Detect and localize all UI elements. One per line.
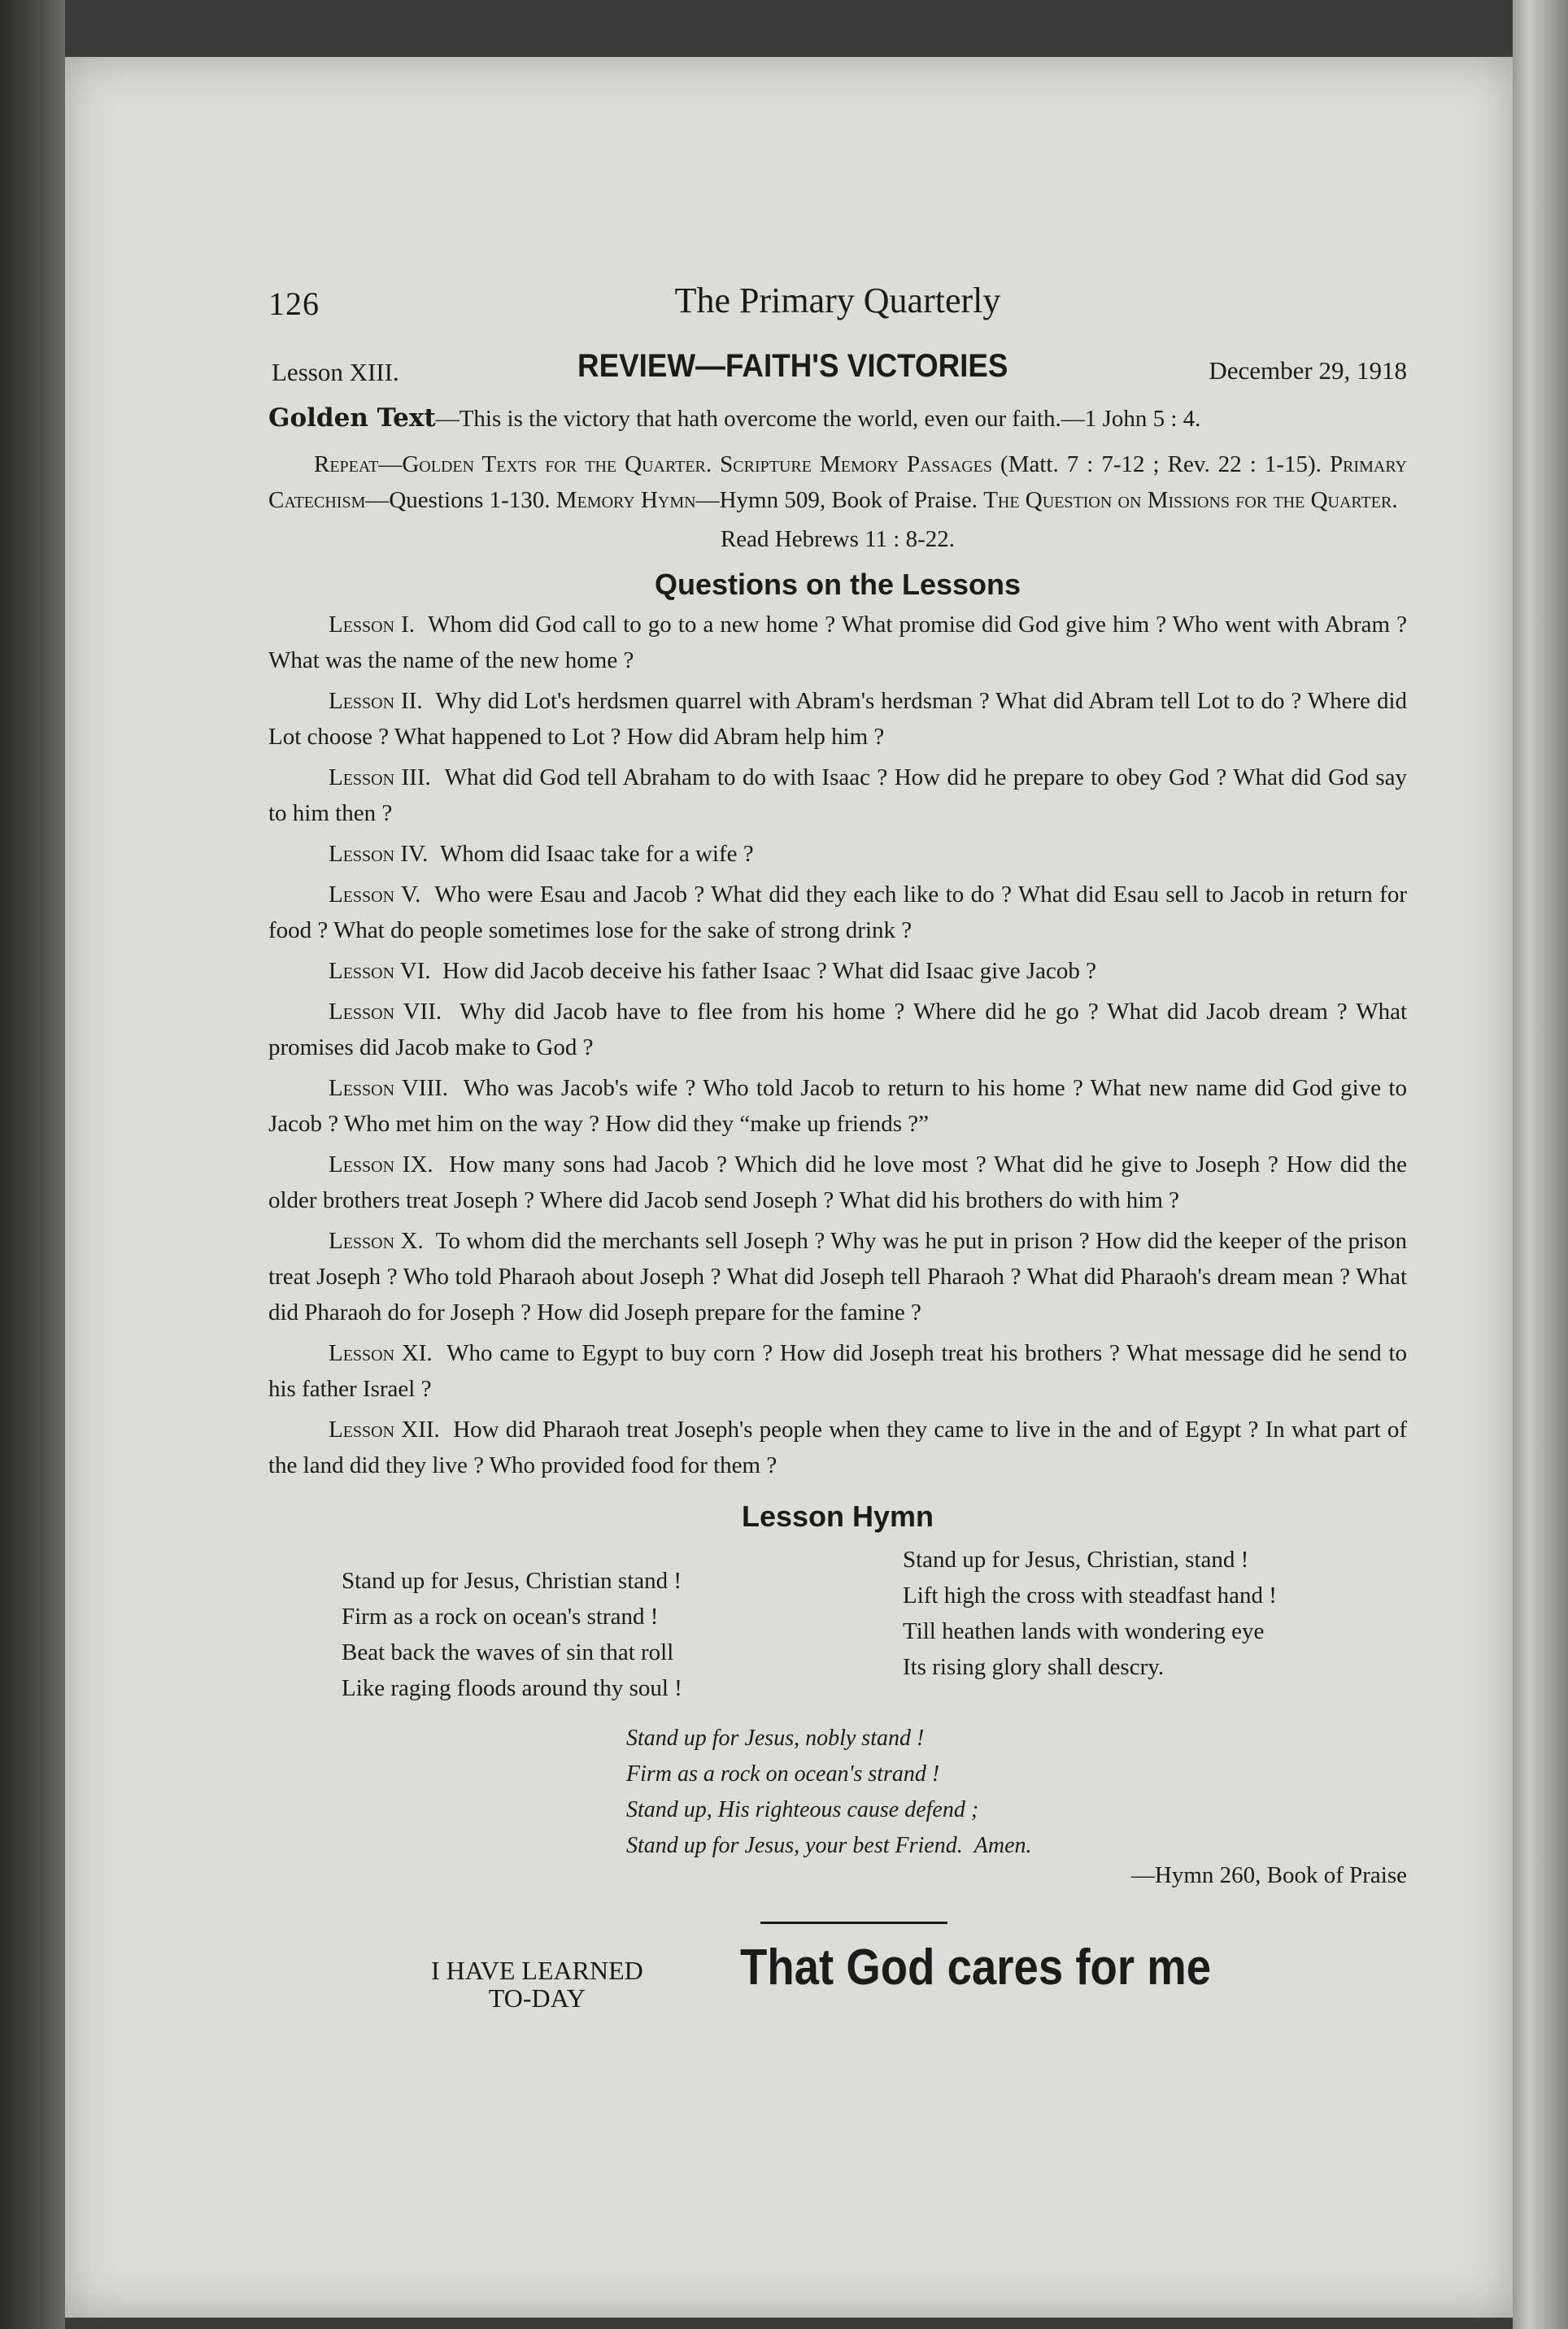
golden-text-body: —This is the victory that hath overcome the world, even our faith.—1 John 5 : 4. (435, 406, 1201, 432)
question-lesson-label: Lesson XII. (329, 1417, 440, 1443)
hymn-verse-2 (903, 1542, 1277, 1685)
learned-today (268, 1934, 1407, 2023)
learned-statement: That God cares for me (740, 1939, 1212, 1996)
question-lesson-label: Lesson X. (329, 1228, 424, 1254)
question-text: How did Pharaoh treat Joseph's people when they came to live in the and of Egypt ? In what part of the land did they live ? Who provided food for them ? (268, 1417, 1407, 1478)
hymn-line: Firm as a rock on ocean's strand ! (342, 1604, 659, 1630)
hymn-line: Stand up for Jesus, Christian stand ! (342, 1568, 682, 1594)
divider-rule (760, 1922, 947, 1924)
repeat-item: Golden Texts for the Quarter. (402, 451, 712, 477)
hymn-attribution: —Hymn 260, Book of Praise (1130, 1862, 1407, 1888)
hymn-amen: Amen. (973, 1833, 1032, 1858)
repeat-item-label: Memory Hymn (555, 487, 696, 513)
question-paragraph (268, 1147, 1407, 1218)
page-edge (1513, 0, 1568, 2329)
question-lesson-label: Lesson IX. (329, 1151, 433, 1178)
hymn-verses (268, 1542, 1407, 1701)
question-text: Why did Lot's herdsmen quarrel with Abram's herdsman ? What did Abram tell Lot to do ? Where did Lot choose ? What happened to Lot ? How did Abram help him ? (268, 688, 1407, 750)
page-content (268, 276, 1407, 2023)
repeat-item: The Question on Missions for the Quarter. (983, 487, 1398, 513)
question-text: Whom did God call to go to a new home ? What promise did God give him ? Who went with Abram ? What was the name of the new home ? (268, 612, 1407, 673)
hymn-heading: Lesson Hymn (741, 1500, 934, 1533)
question-lesson-label: Lesson VIII. (329, 1075, 449, 1101)
hymn-verse-1 (342, 1563, 682, 1706)
question-lesson-label: Lesson III. (329, 764, 431, 790)
question-lesson-label: Lesson II. (329, 688, 423, 714)
lesson-title: REVIEW—FAITH'S VICTORIES (577, 348, 1008, 384)
questions-heading: Questions on the Lessons (654, 568, 1021, 601)
chorus-line: Firm as a rock on ocean's strand ! (626, 1761, 940, 1787)
questions-list (268, 607, 1407, 1483)
question-lesson-label: Lesson IV. (329, 841, 429, 867)
hymn-line: Like raging floods around thy soul ! (342, 1675, 682, 1701)
running-title: The Primary Quarterly (674, 281, 1001, 320)
page-number: 126 (268, 285, 320, 322)
question-paragraph (268, 953, 1407, 989)
hymn-line: Lift high the cross with steadfast hand ! (903, 1582, 1277, 1609)
repeat-item-label: Scripture Memory Passages (720, 451, 992, 477)
question-text: To whom did the merchants sell Joseph ? Why was he put in prison ? How did the keeper of the prison treat Joseph ? Who told Pharaoh about Joseph ? What did Joseph tell Pharaoh ? What did Pharaoh's dream mean ? What did Pharaoh do for Joseph ? How did Joseph prepare for the famine ? (268, 1228, 1408, 1326)
question-text: Who were Esau and Jacob ? What did they each like to do ? What did Esau sell to Jacob in return for food ? What do people sometimes lose for the sake of strong drink ? (268, 882, 1407, 943)
learned-label (431, 1957, 643, 2012)
question-text: What did God tell Abraham to do with Isaac ? How did he prepare to obey God ? What did God say to him then ? (268, 764, 1408, 826)
hymn-chorus (626, 1721, 1407, 1864)
lesson-date: December 29, 1918 (1209, 356, 1407, 385)
book-spine (0, 0, 65, 2329)
question-lesson-label: Lesson V. (329, 882, 421, 908)
chorus-line: Stand up, His righteous cause defend ; (626, 1797, 979, 1822)
question-lesson-label: Lesson I. (329, 612, 416, 638)
repeat-item-text: —Questions 1-130. (365, 487, 551, 513)
question-paragraph (268, 877, 1407, 948)
question-paragraph (268, 760, 1407, 831)
lesson-number: Lesson XIII. (272, 358, 399, 386)
question-text: Who was Jacob's wife ? Who told Jacob to return to his home ? What new name did God give to Jacob ? Who met him on the way ? How did they “make up friends ?” (268, 1075, 1407, 1137)
question-text: Who came to Egypt to buy corn ? How did Joseph treat his brothers ? What message did he send to his father Israel ? (268, 1340, 1408, 1402)
repeat-paragraph: Repeat—Golden Texts for the Quarter. Scripture Memory Passages (Matt. 7 : 7-12 ; Rev. 22 : 1-15). Primary Catechism—Questions 1-130. Memory Hymn—Hymn 509, Book of Praise. The Question on Missions for the Quarter. (268, 451, 1408, 513)
hymn-line: Till heathen lands with wondering eye (903, 1618, 1265, 1644)
repeat-item-text: (Matt. 7 : 7-12 ; Rev. 22 : 1-15). (1000, 451, 1322, 477)
repeat-item-label: Primary Catechism (268, 451, 1408, 513)
question-paragraph (268, 1335, 1407, 1407)
learned-label-line1: I HAVE LEARNED (431, 1956, 643, 1985)
question-paragraph (268, 607, 1407, 678)
running-head (268, 276, 1407, 333)
hymn-line: Its rising glory shall descry. (903, 1654, 1165, 1680)
question-text: How did Jacob deceive his father Isaac ? What did Isaac give Jacob ? (442, 958, 1097, 984)
chorus-line (626, 1828, 1407, 1864)
repeat-label: Repeat (314, 451, 379, 477)
golden-text-label: Golden Text (268, 403, 436, 433)
scripture-reading: Read Hebrews 11 : 8-22. (720, 526, 956, 552)
question-paragraph (268, 836, 1407, 872)
hymn-line: Stand up for Jesus, Christian, stand ! (903, 1547, 1249, 1573)
question-lesson-label: Lesson XI. (329, 1340, 433, 1366)
question-text: Why did Jacob have to flee from his home ? Where did he go ? What did Jacob dream ? What promises did Jacob make to God ? (268, 999, 1407, 1060)
question-text: How many sons had Jacob ? Which did he love most ? What did he give to Joseph ? How did the older brothers treat Joseph ? Where did Jacob send Joseph ? What did his brothers do with him ? (268, 1151, 1407, 1213)
hymn-line: Beat back the waves of sin that roll (342, 1639, 674, 1665)
question-paragraph (268, 1070, 1407, 1142)
learned-label-line2: TO-DAY (488, 1983, 586, 2013)
question-paragraph (268, 1223, 1407, 1330)
repeat-item-text: —Hymn 509, Book of Praise. (695, 487, 978, 513)
question-lesson-label: Lesson VI. (329, 958, 431, 984)
chorus-last-line: Stand up for Jesus, your best Friend. (626, 1833, 963, 1858)
question-text: Whom did Isaac take for a wife ? (439, 841, 754, 867)
question-paragraph (268, 683, 1407, 755)
question-paragraph (268, 994, 1407, 1065)
question-lesson-label: Lesson VII. (329, 999, 442, 1025)
lesson-heading (268, 348, 1407, 398)
question-paragraph (268, 1412, 1407, 1483)
golden-text (268, 400, 1407, 437)
chorus-line: Stand up for Jesus, nobly stand ! (626, 1726, 925, 1751)
